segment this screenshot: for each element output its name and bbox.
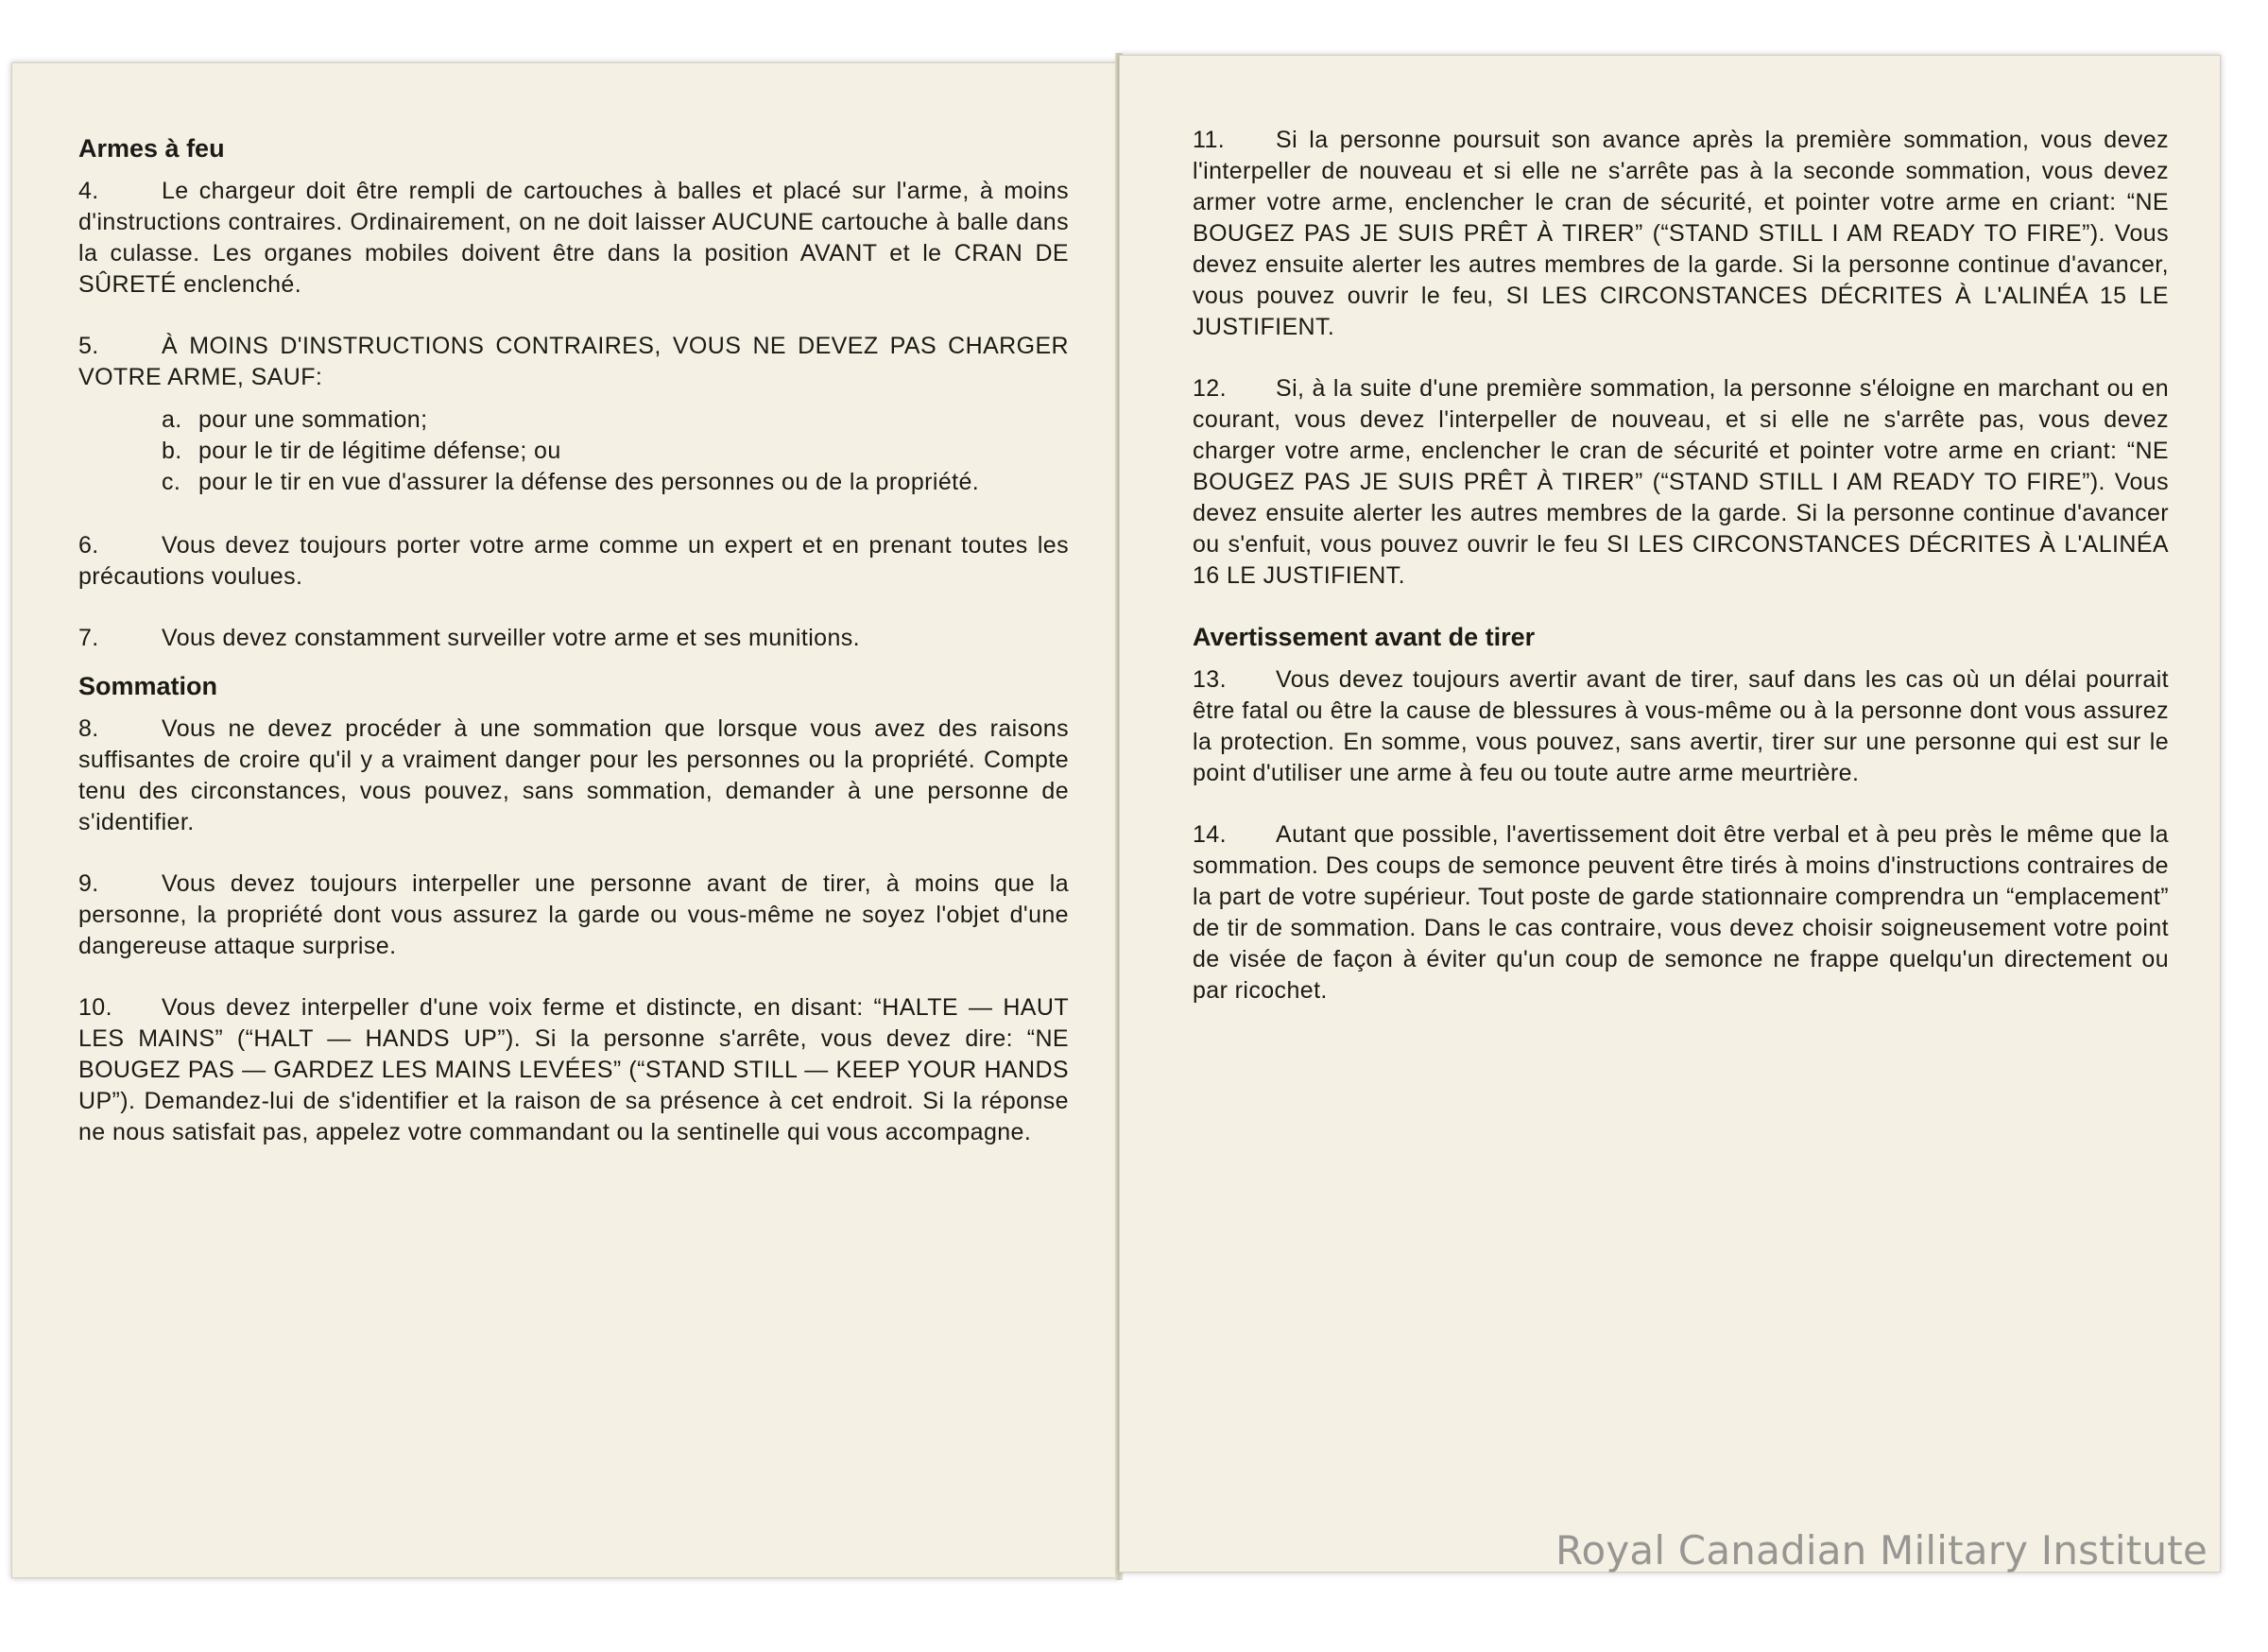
paragraph-10: [78, 992, 1069, 1148]
heading-warning: Avertissement avant de tirer: [1193, 623, 1536, 651]
paragraph-number: 14.: [1193, 821, 1227, 848]
paragraph-4: [78, 176, 1069, 301]
paragraph-number: 4.: [78, 178, 99, 204]
paragraph-text: Si la personne poursuit son avance après la première sommation, vous devez l'interpeller de nouveau et si elle ne s'arrête pas à la seconde sommation, vous devez armer votre arme, enclencher le cran de sécurité, et pointer votre arme en criant: “NE BOUGEZ PAS JE SUIS PRÊT À TIRER” (“STAND STILL I AM READY TO FIRE”). Vous devez ensuite alerter les autres membres de la garde. Si la personne continue d'avancer, vous pouvez ouvrir le feu, SI LES CIRCONSTANCES DÉCRITES À L'ALINÉA 15 LE JUSTIFIENT.: [1193, 127, 2169, 340]
list-item: [162, 436, 1069, 467]
paragraph-number: 11.: [1193, 127, 1226, 153]
paragraph-5: [78, 331, 1069, 393]
paragraph-number: 7.: [78, 625, 99, 651]
paragraph-text: Vous devez constamment surveiller votre arme et ses munitions.: [162, 625, 860, 651]
paragraph-text: Vous devez interpeller d'une voix ferme et distincte, en disant: “HALTE — HAUT LES MAINS” (“HALT — HANDS UP”). Si la personne s'arrête, vous devez dire: “NE BOUGEZ PAS — GARDEZ LES MAINS LEVÉES” (“STAND STILL — KEEP YOUR HANDS UP”). Demandez-lui de s'identifier et la raison de sa présence à cet endroit. Si la réponse ne nous satisfait pas, appelez votre commandant ou la sentinelle qui vous accompagne.: [78, 994, 1069, 1145]
paragraph-text: Vous devez toujours porter votre arme comme un expert et en prenant toutes les précautions voulues.: [78, 532, 1069, 590]
paragraph-7: [78, 623, 1069, 654]
list-item-text: pour le tir en vue d'assurer la défense des personnes ou de la propriété.: [198, 469, 980, 495]
paragraph-13: [1193, 664, 2169, 789]
paragraph-number: 9.: [78, 870, 99, 897]
paragraph-number: 8.: [78, 715, 99, 742]
list-item: [162, 404, 1069, 436]
list-item: [162, 467, 1069, 498]
paragraph-12: [1193, 373, 2169, 592]
paragraph-text: Le chargeur doit être rempli de cartouches à balles et placé sur l'arme, à moins d'instructions contraires. Ordinairement, on ne doit laisser AUCUNE cartouche à balle dans la culasse. Les organes mobiles doivent être dans la position AVANT et le CRAN DE SÛRETÉ enclenché.: [78, 178, 1069, 298]
paragraph-text: À MOINS D'INSTRUCTIONS CONTRAIRES, VOUS NE DEVEZ PAS CHARGER VOTRE ARME, SAUF:: [78, 333, 1069, 390]
paragraph-14: [1193, 819, 2169, 1007]
left-page-text-column: [78, 133, 1069, 1179]
watermark: Royal Canadian Military Institute: [1555, 1527, 2208, 1574]
paragraph-text: Vous ne devez procéder à une sommation que lorsque vous avez des raisons suffisantes de croire qu'il y a vraiment danger pour les personnes ou la propriété. Compte tenu des circonstances, vous pouvez, sans sommation, demander à une personne de s'identifier.: [78, 715, 1069, 835]
heading-challenge: Sommation: [78, 672, 218, 700]
list-item-text: pour une sommation;: [198, 406, 428, 433]
list-item-letter: c.: [162, 469, 181, 495]
left-page: [11, 62, 1119, 1578]
paragraph-text: Vous devez toujours avertir avant de tirer, sauf dans les cas où un délai pourrait être fatal ou être la cause de blessures à vous-même ou à la personne dont vous assurez la protection. En somme, vous pouvez, sans avertir, tirer sur une personne qui est sur le point d'utiliser une arme à feu ou toute autre arme meurtrière.: [1193, 666, 2169, 786]
list-item-text: pour le tir de légitime défense; ou: [198, 438, 561, 464]
paragraph-number: 13.: [1193, 666, 1227, 693]
paragraph-5-list: [78, 404, 1069, 498]
paragraph-text: Autant que possible, l'avertissement doit être verbal et à peu près le même que la sommation. Des coups de semonce peuvent être tirés à moins d'instructions contraires de la part de votre supérieur. Tout poste de garde stationnaire comprendra un “emplacement” de tir de sommation. Dans le cas contraire, vous devez choisir soigneusement votre point de visée de façon à éviter qu'un coup de semonce ne frappe quelqu'un directement ou par ricochet.: [1193, 821, 2169, 1004]
paragraph-6: [78, 530, 1069, 593]
paragraph-8: [78, 714, 1069, 838]
paragraph-text: Vous devez toujours interpeller une personne avant de tirer, à moins que la personne, la propriété dont vous assurez la garde ou vous-même ne soyez l'objet d'une dangereuse attaque surprise.: [78, 870, 1069, 959]
paragraph-number: 12.: [1193, 375, 1227, 402]
paragraph-number: 5.: [78, 333, 99, 359]
paragraph-11: [1193, 125, 2169, 343]
right-page-text-column: [1193, 125, 2169, 1037]
list-item-letter: a.: [162, 406, 182, 433]
paragraph-number: 10.: [78, 994, 112, 1021]
heading-firearms: Armes à feu: [78, 134, 225, 163]
right-page: [1119, 55, 2221, 1573]
paragraph-number: 6.: [78, 532, 99, 559]
paragraph-text: Si, à la suite d'une première sommation, la personne s'éloigne en marchant ou en courant, vous devez l'interpeller de nouveau, et si elle ne s'arrête pas, vous devez charger votre arme, enclencher le cran de sécurité et pointer votre arme en criant: “NE BOUGEZ PAS JE SUIS PRÊT À TIRER” (“STAND STILL I AM READY TO FIRE”). Vous devez ensuite alerter les autres membres de la garde. Si la personne continue d'avancer ou s'enfuit, vous pouvez ouvrir le feu SI LES CIRCONSTANCES DÉCRITES À L'ALINÉA 16 LE JUSTIFIENT.: [1193, 375, 2169, 589]
list-item-letter: b.: [162, 438, 182, 464]
paragraph-9: [78, 869, 1069, 962]
